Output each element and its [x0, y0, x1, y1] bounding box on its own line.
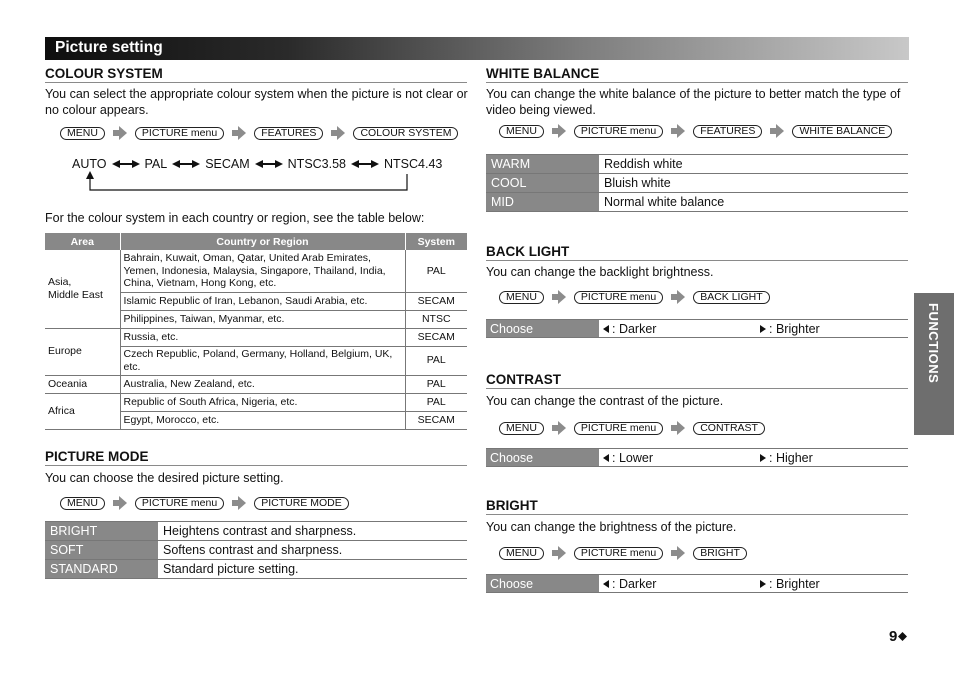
bright-description: You can change the brightness of the picture.: [486, 520, 737, 534]
menu-path-item: PICTURE menu: [574, 125, 663, 138]
system-cell: PAL: [405, 346, 467, 375]
arrow-right-icon: [232, 496, 246, 510]
arrow-right-icon: [770, 124, 784, 138]
menu-path-item: PICTURE menu: [135, 497, 224, 510]
arrow-right-icon: [671, 421, 685, 435]
option-row: [45, 522, 467, 541]
menu-path-item: WHITE BALANCE: [792, 125, 892, 138]
arrow-right-icon: [113, 126, 127, 140]
back-light-description: You can change the backlight brightness.: [486, 265, 714, 279]
option-row: [45, 541, 467, 560]
arrow-right-icon: [331, 126, 345, 140]
picture-mode-options: [45, 521, 467, 579]
triangle-right-icon: [760, 454, 766, 462]
white-balance-heading: WHITE BALANCE: [486, 66, 908, 83]
option-value: Reddish white: [604, 157, 683, 171]
choose-left-text: : Darker: [612, 577, 657, 591]
page-title: Picture setting: [55, 39, 163, 56]
option-value: Normal white balance: [604, 195, 725, 209]
table-row: [45, 375, 467, 393]
double-arrow-icon: [112, 160, 140, 168]
country-cell: Australia, New Zealand, etc.: [120, 375, 405, 393]
triangle-left-icon: [603, 580, 609, 588]
table-header: System: [405, 233, 467, 250]
white-balance-options: [486, 154, 908, 212]
arrow-right-icon: [671, 546, 685, 560]
table-header: Area: [45, 233, 120, 250]
arrow-right-icon: [671, 290, 685, 304]
country-cell: Republic of South Africa, Nigeria, etc.: [120, 393, 405, 411]
picture-mode-heading: PICTURE MODE: [45, 449, 467, 466]
choose-right-text: : Brighter: [769, 322, 820, 336]
page-marker-icon: [898, 631, 907, 642]
double-arrow-icon: [172, 160, 200, 168]
country-cell: Islamic Republic of Iran, Lebanon, Saudi Arabia, etc.: [120, 292, 405, 310]
table-row: [45, 328, 467, 346]
system-cell: SECAM: [405, 328, 467, 346]
menu-path-item: COLOUR SYSTEM: [353, 127, 458, 140]
triangle-left-icon: [603, 454, 609, 462]
option-key: BRIGHT: [45, 522, 158, 541]
menu-path-item: FEATURES: [693, 125, 762, 138]
choose-right: [756, 575, 824, 592]
table-row: [45, 250, 467, 292]
menu-path-item: MENU: [60, 497, 105, 510]
side-tab-label: FUNCTIONS: [926, 303, 941, 384]
cycle-option: SECAM: [205, 157, 250, 171]
option-value: Heightens contrast and sharpness.: [163, 524, 357, 538]
colour-system-heading: COLOUR SYSTEM: [45, 66, 467, 83]
menu-path-item: PICTURE menu: [135, 127, 224, 140]
option-key: MID: [486, 193, 599, 212]
colour-system-menu-path: [60, 125, 458, 141]
menu-path-item: PICTURE menu: [574, 547, 663, 560]
menu-path-item: CONTRAST: [693, 422, 765, 435]
arrow-right-icon: [113, 496, 127, 510]
option-value: Bluish white: [604, 176, 671, 190]
contrast-heading: CONTRAST: [486, 372, 908, 389]
menu-path-item: BACK LIGHT: [693, 291, 769, 304]
area-cell: Oceania: [45, 375, 120, 393]
picture-mode-description: You can choose the desired picture setting.: [45, 471, 284, 485]
area-cell: Africa: [45, 393, 120, 429]
choose-left: [599, 575, 756, 592]
cycle-return-arrow-icon: [80, 170, 415, 194]
system-cell: PAL: [405, 393, 467, 411]
colour-system-description: You can select the appropriate colour system when the picture is not clear or no colour appears.: [45, 87, 468, 117]
arrow-right-icon: [552, 421, 566, 435]
arrow-right-icon: [232, 126, 246, 140]
menu-path-item: PICTURE menu: [574, 422, 663, 435]
back-light-choose-row: [486, 319, 908, 338]
contrast-menu-path: [499, 420, 765, 436]
arrow-right-icon: [552, 290, 566, 304]
bright-menu-path: [499, 545, 747, 561]
triangle-left-icon: [603, 325, 609, 333]
colour-system-table: [45, 233, 467, 430]
menu-path-item: MENU: [499, 291, 544, 304]
option-key: SOFT: [45, 541, 158, 560]
side-tab: [914, 293, 954, 435]
colour-system-cycle: [72, 157, 442, 171]
country-cell: Russia, etc.: [120, 328, 405, 346]
menu-path-item: PICTURE menu: [574, 291, 663, 304]
menu-path-item: FEATURES: [254, 127, 323, 140]
area-cell: Europe: [45, 328, 120, 375]
choose-right-text: : Higher: [769, 451, 813, 465]
country-cell: Czech Republic, Poland, Germany, Holland, Belgium, UK, etc.: [120, 346, 405, 375]
country-cell: Bahrain, Kuwait, Oman, Qatar, United Arab Emirates, Yemen, Indonesia, Malaysia, Singapore, Thailand, India, China, Vietnam, Hong Kong, etc.: [120, 250, 405, 292]
option-key: STANDARD: [45, 560, 158, 579]
page-number-block: [889, 628, 907, 645]
menu-path-item: MENU: [499, 547, 544, 560]
menu-path-item: MENU: [499, 125, 544, 138]
menu-path-item: BRIGHT: [693, 547, 747, 560]
country-cell: Philippines, Taiwan, Myanmar, etc.: [120, 310, 405, 328]
white-balance-description: You can change the white balance of the picture to better match the type of video being viewed.: [486, 87, 901, 117]
contrast-description: You can change the contrast of the picture.: [486, 394, 724, 408]
choose-label: Choose: [486, 449, 599, 466]
page-title-bar: [45, 37, 909, 60]
area-cell: Asia, Middle East: [45, 250, 120, 328]
option-value: Standard picture setting.: [163, 562, 299, 576]
choose-right-text: : Brighter: [769, 577, 820, 591]
choose-left: [599, 449, 756, 466]
option-row: [486, 155, 908, 174]
choose-left-text: : Lower: [612, 451, 653, 465]
menu-path-item: MENU: [60, 127, 105, 140]
menu-path-item: MENU: [499, 422, 544, 435]
option-value: Softens contrast and sharpness.: [163, 543, 343, 557]
table-header: Country or Region: [120, 233, 405, 250]
back-light-menu-path: [499, 289, 770, 305]
arrow-right-icon: [552, 546, 566, 560]
system-cell: PAL: [405, 375, 467, 393]
table-row: [45, 393, 467, 411]
white-balance-menu-path: [499, 123, 892, 139]
picture-mode-menu-path: [60, 495, 349, 511]
choose-left-text: : Darker: [612, 322, 657, 336]
country-cell: Egypt, Morocco, etc.: [120, 411, 405, 429]
double-arrow-icon: [255, 160, 283, 168]
menu-path-item: PICTURE MODE: [254, 497, 349, 510]
choose-label: Choose: [486, 575, 599, 592]
page-number: 9: [889, 628, 898, 645]
cycle-option: NTSC4.43: [384, 157, 443, 171]
option-row: [486, 193, 908, 212]
cycle-option: PAL: [144, 157, 168, 171]
system-cell: SECAM: [405, 292, 467, 310]
triangle-right-icon: [760, 325, 766, 333]
back-light-heading: BACK LIGHT: [486, 244, 908, 261]
choose-left: [599, 320, 756, 337]
choose-label: Choose: [486, 320, 599, 337]
triangle-right-icon: [760, 580, 766, 588]
system-cell: PAL: [405, 250, 467, 292]
system-cell: SECAM: [405, 411, 467, 429]
option-row: [486, 174, 908, 193]
arrow-right-icon: [552, 124, 566, 138]
bright-choose-row: [486, 574, 908, 593]
double-arrow-icon: [351, 160, 379, 168]
system-cell: NTSC: [405, 310, 467, 328]
choose-right: [756, 449, 817, 466]
bright-heading: BRIGHT: [486, 498, 908, 515]
option-key: COOL: [486, 174, 599, 193]
option-key: WARM: [486, 155, 599, 174]
arrow-right-icon: [671, 124, 685, 138]
cycle-option: NTSC3.58: [287, 157, 347, 171]
contrast-choose-row: [486, 448, 908, 467]
cycle-option: AUTO: [72, 157, 107, 171]
colour-table-intro: For the colour system in each country or region, see the table below:: [45, 211, 425, 225]
option-row: [45, 560, 467, 579]
choose-right: [756, 320, 824, 337]
